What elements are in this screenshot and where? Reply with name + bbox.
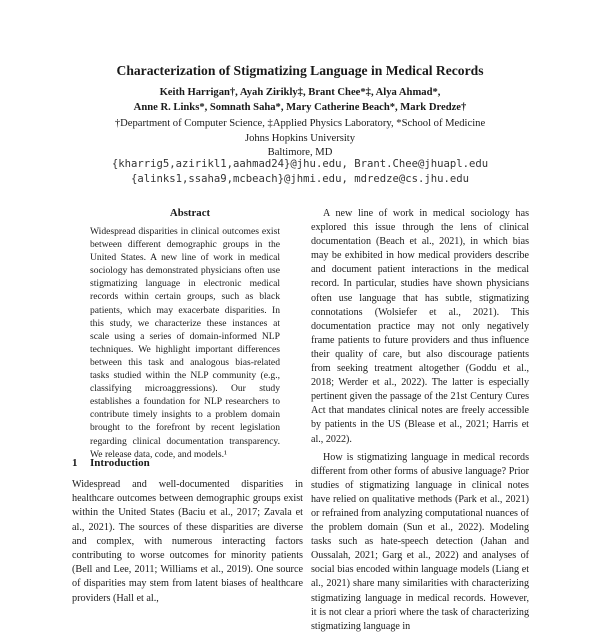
right-column-paragraph-1: A new line of work in medical sociology has explored this issue through the lens of clinical documentation (Beach et al., 2021), in which bias may be exhibited in how medical providers describe and document patient interactions in the medical record. In particular, studies have shown physicians often use language that has subtle, stigmatizing connotations (Wolsiefer et al., 2021). This documentation practice may not only negatively frame patients to future providers and thus influence their quality of care, but also discourage patients from seeking treatment altogether (Goddu et al., 2018; Werder et al., 2022). The latter is especially pertinent given the passage of the 21st Century Cures Act that mandates clinical notes are freely accessible by patients in the US (Blease et al., 2021; Harris et al., 2022). xyxy=(311,208,529,445)
affiliation-line-1: †Department of Computer Science, ‡Applied Physics Laboratory, *School of Medicine xyxy=(114,118,486,129)
right-column-paragraph-2: How is stigmatizing language in medical records different from other forms of abusive language? Prior studies of stigmatizing language in clinical notes have relied on qualitative methods (Park et al., 2021) or refrained from analyzing computational nuances of the problem domain (Sun et al., 2022). Modeling tasks such as hate-speech detection (Jahan and Oussalah, 2021; Garg et al., 2022) and analyses of social bias encoded within language models (Liang et al., 2021) share many similarities with characterizing stigmatizing language in medical records. However, it is not clear a priori where the task of characterizing stigmatizing language in xyxy=(311,451,529,632)
abstract-text: Widespread disparities in clinical outcomes exist between different demographic groups in the United States. A new line of work in medical sociology has demonstrated physicians often use stigmatizing language in electronic medical records within certain groups, such as black patients, which may exacerbate disparities. In this study, we characterize these instances at scale using a series of domain-informed NLP techniques. We highlight important differences between this task and analogous bias-related tasks studied within the NLP community (e.g., classifying microaggressions). Our study establishes a foundation for NLP researchers to contribute timely insights to a problem domain brought to the forefront by recent legislation regarding clinical documentation transparency. We release data, code, and models.¹ xyxy=(90,226,280,460)
right-column xyxy=(311,207,529,638)
section-number: 1 xyxy=(72,457,78,469)
affiliation-line-3: Baltimore, MD xyxy=(267,147,333,158)
email-line-2: {alinks1,ssaha9,mcbeach}@jhmi.edu, mdredze@cs.jhu.edu xyxy=(130,173,470,185)
introduction-text: Widespread and well-documented disparities in healthcare outcomes between demographic groups exist within the United States (Baciu et al., 2017; Zavala et al., 2021). The sources of these disparities are diverse and complex, with numerous interacting factors contributing to worse outcomes for minority patients (Bell and Lee, 2011; Williams et al., 2019). One source of disparities may stem from latent biases of healthcare providers (Hall et al., xyxy=(72,479,303,604)
author-emails xyxy=(40,157,560,187)
author-line-2: Anne R. Links*, Somnath Saha*, Mary Catherine Beach*, Mark Dredze† xyxy=(133,101,467,113)
paper-title: Characterization of Stigmatizing Language in Medical Records xyxy=(116,63,484,78)
author-list xyxy=(60,86,540,115)
affiliations xyxy=(60,117,540,161)
section-heading-introduction xyxy=(72,457,302,469)
abstract-heading: Abstract xyxy=(169,207,211,219)
email-line-1: {kharrig5,azirikl1,aahmad24}@jhu.edu, Brant.Chee@jhuapl.edu xyxy=(111,158,489,170)
affiliation-line-2: Johns Hopkins University xyxy=(244,132,356,144)
author-line-1: Keith Harrigan†, Ayah Zirikly‡, Brant Chee*‡, Alya Ahmad*, xyxy=(159,87,441,98)
section-title: Introduction xyxy=(90,457,150,469)
